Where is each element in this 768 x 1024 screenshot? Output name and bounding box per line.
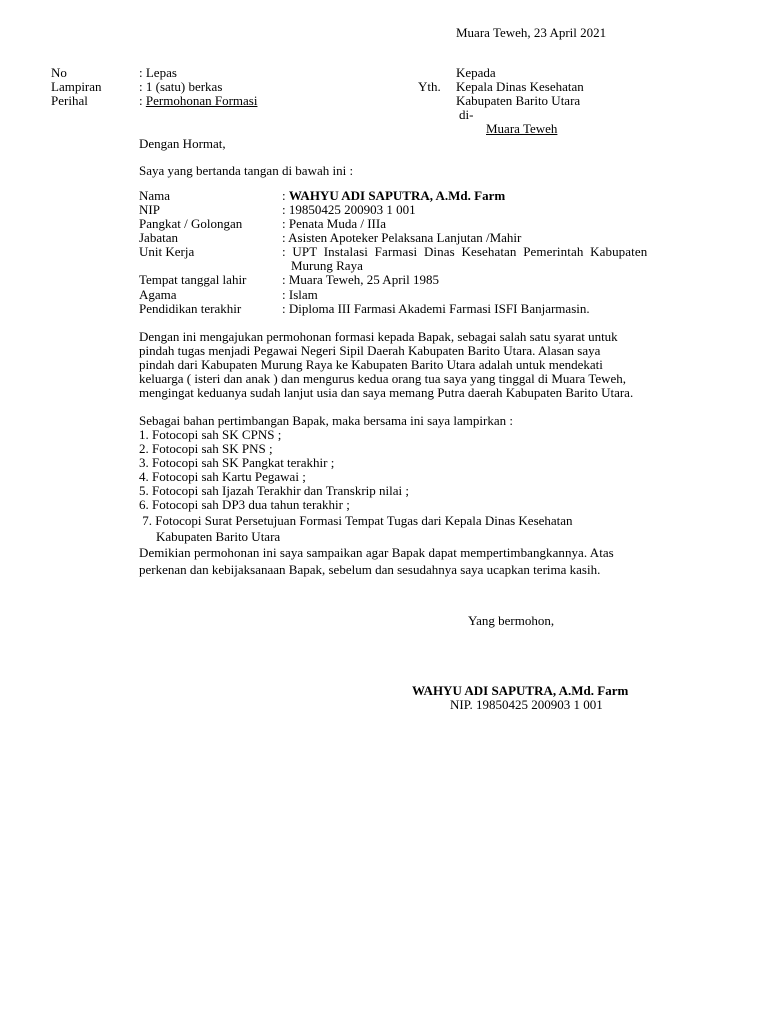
unit-value-line2: Murung Raya [291, 258, 363, 273]
attachment-item: 6. Fotocopi sah DP3 dua tahun terakhir ; [139, 497, 350, 512]
attachment-item: 7. Fotocopi Surat Persetujuan Formasi Tempat Tugas dari Kepala Dinas Kesehatan [139, 513, 573, 528]
nama-field [282, 189, 505, 203]
lampiran-value: : 1 (satu) berkas [139, 79, 223, 94]
nip-label: NIP [139, 202, 160, 217]
pendidikan-label: Pendidikan terakhir [139, 301, 242, 316]
body-line-5: mengingat keduanya sudah lanjut usia dan saya memang Putra daerah Kabupaten Barito Utara. [139, 385, 634, 400]
identity-row-ttl [139, 273, 711, 287]
identity-row-jabatan [139, 231, 711, 245]
attachment-item: 4. Fotocopi sah Kartu Pegawai ; [139, 469, 306, 484]
attachment-item: 5. Fotocopi sah Ijazah Terakhir dan Transkrip nilai ; [139, 483, 409, 498]
body-line-2: pindah tugas menjadi Pegawai Negeri Sipil Daerah Kabupaten Barito Utara. Alasan saya [139, 343, 601, 358]
identity-row-nama [139, 189, 711, 203]
signature-nip: NIP. 19850425 200903 1 001 [450, 697, 603, 712]
ttl-value: : Muara Teweh, 25 April 1985 [282, 272, 439, 287]
attachment-item: 2. Fotocopi sah SK PNS ; [139, 441, 273, 456]
agama-value: : Islam [282, 287, 318, 302]
letter-date: Muara Teweh, 23 April 2021 [456, 25, 607, 40]
intro-text: Saya yang bertanda tangan di bawah ini : [139, 163, 354, 178]
signature-name: WAHYU ADI SAPUTRA, A.Md. Farm [412, 683, 629, 698]
agama-label: Agama [139, 287, 177, 302]
identity-row-pendidikan [139, 302, 711, 316]
pendidikan-value: : Diploma III Farmasi Akademi Farmasi ISFI Banjarmasin. [282, 301, 590, 316]
perihal-field [139, 94, 257, 108]
recipient-line2: Kabupaten Barito Utara [456, 93, 581, 108]
salutation: Dengan Hormat, [139, 136, 226, 151]
nama-label: Nama [139, 188, 171, 203]
attachment-item-continuation: Kabupaten Barito Utara [156, 529, 281, 544]
attachment-item: 3. Fotocopi sah SK Pangkat terakhir ; [139, 455, 335, 470]
unit-label: Unit Kerja [139, 244, 195, 259]
perihal-colon: : [139, 93, 146, 108]
pangkat-label: Pangkat / Golongan [139, 216, 243, 231]
unit-value-line1: : UPT Instalasi Farmasi Dinas Kesehatan Pemerintah Kabupaten [282, 244, 648, 259]
lampiran-label: Lampiran [51, 79, 102, 94]
jabatan-value: : Asisten Apoteker Pelaksana Lanjutan /Mahir [282, 230, 522, 245]
nip-value: : 19850425 200903 1 001 [282, 202, 416, 217]
closing-line-2: perkenan dan kebijaksanaan Bapak, sebelum dan sesudahnya saya ucapkan terima kasih. [139, 562, 601, 577]
closing-line-1: Demikian permohonan ini saya sampaikan agar Bapak dapat mempertimbangkannya. Atas [139, 545, 614, 560]
recipient-di: di- [459, 107, 474, 122]
no-label: No [51, 65, 67, 80]
body-line-3: pindah dari Kabupaten Murung Raya ke Kabupaten Barito Utara adalah untuk mendekati [139, 357, 603, 372]
nama-value: WAHYU ADI SAPUTRA, A.Md. Farm [288, 188, 506, 203]
recipient-city: Muara Teweh [486, 121, 558, 136]
signature-greeting: Yang bermohon, [468, 613, 555, 628]
no-value: : Lepas [139, 65, 177, 80]
perihal-value: Permohonan Formasi [145, 93, 258, 108]
recipient-kepada: Kepada [456, 65, 496, 80]
attachments-intro: Sebagai bahan pertimbangan Bapak, maka bersama ini saya lampirkan : [139, 413, 513, 428]
body-line-4: keluarga ( isteri dan anak ) dan mengurus kedua orang tua saya yang tinggal di Muara Teweh, [139, 371, 627, 386]
jabatan-label: Jabatan [139, 230, 178, 245]
attachment-item: 1. Fotocopi sah SK CPNS ; [139, 427, 282, 442]
identity-row-nip [139, 203, 711, 217]
pangkat-value: : Penata Muda / IIIa [282, 216, 386, 231]
nama-colon: : [282, 188, 289, 203]
ttl-label: Tempat tanggal lahir [139, 272, 247, 287]
recipient-yth: Yth. [418, 79, 441, 94]
identity-row-pangkat [139, 217, 711, 231]
identity-row-unit [139, 245, 711, 259]
perihal-label: Perihal [51, 93, 88, 108]
recipient-line1: Kepala Dinas Kesehatan [456, 79, 584, 94]
identity-row-agama [139, 288, 711, 302]
body-line-1: Dengan ini mengajukan permohonan formasi kepada Bapak, sebagai salah satu syarat untuk [139, 329, 618, 344]
